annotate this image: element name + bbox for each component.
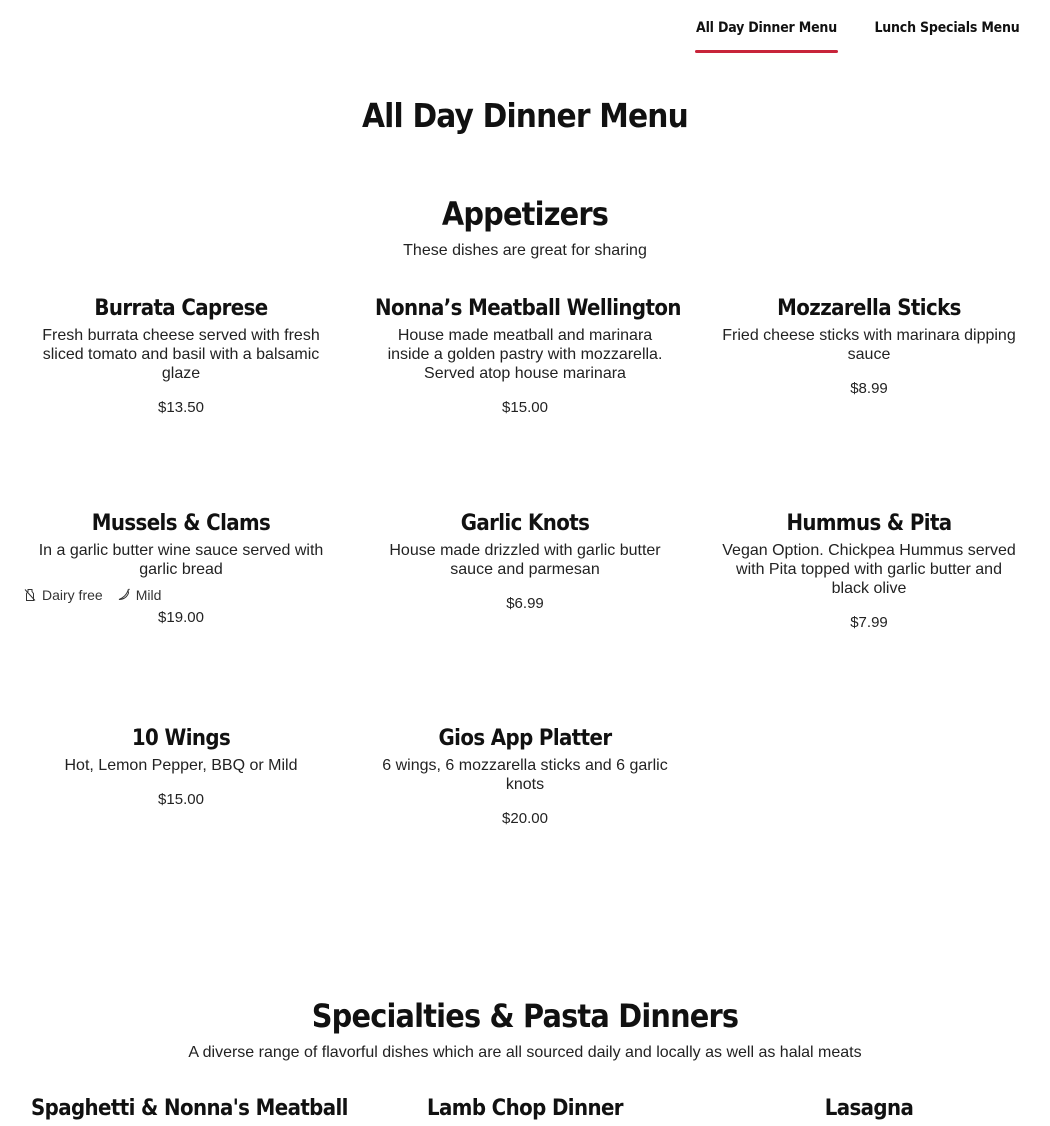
menu-item [375, 1096, 675, 1126]
item-tags [23, 587, 331, 603]
item-name: Mussels & Clams [91, 511, 271, 536]
menu-item [375, 726, 675, 827]
item-price: $19.00 [158, 609, 204, 626]
item-name: Hummus & Pita [786, 511, 952, 536]
item-name: Spaghetti & Nonna's Meatball [31, 1096, 348, 1121]
item-description: In a garlic butter wine sauce served with garlic bread [38, 542, 324, 578]
tag-mild [117, 587, 162, 603]
item-price: $8.99 [850, 380, 888, 397]
menu-item [719, 1096, 1019, 1126]
item-name: Lamb Chop Dinner [427, 1096, 623, 1121]
menu-item [31, 511, 331, 626]
item-price: $13.50 [158, 399, 204, 416]
menu-item [719, 511, 1019, 631]
menu-item [31, 726, 331, 808]
item-description: Fried cheese sticks with marinara dipping sauce [722, 327, 1016, 363]
active-tab-indicator [695, 50, 838, 53]
section-title-appetizers: Appetizers [441, 195, 609, 233]
item-description: Hot, Lemon Pepper, BBQ or Mild [64, 757, 298, 774]
item-price: $15.00 [158, 791, 204, 808]
item-price: $15.00 [502, 399, 548, 416]
menu-title: All Day Dinner Menu [362, 96, 688, 135]
item-description: Vegan Option. Chickpea Hummus served with Pita topped with garlic butter and black olive [722, 542, 1016, 597]
chili-mild-icon [117, 588, 131, 602]
section-description-specialties: A diverse range of flavorful dishes which are all sourced daily and locally as well as halal meats [188, 1044, 862, 1061]
item-name: Garlic Knots [460, 511, 590, 536]
tag-label: Dairy free [42, 587, 103, 603]
menu-item [375, 296, 681, 416]
item-name: Nonna’s Meatball Wellington [375, 296, 681, 321]
tab-all-day-dinner-menu[interactable]: All Day Dinner Menu [696, 20, 837, 36]
item-price: $7.99 [850, 614, 888, 631]
item-description: House made meatball and marinara inside a golden pastry with mozzarella. Served atop house marinara [387, 327, 663, 382]
menu-item [31, 296, 331, 416]
item-name: Lasagna [824, 1096, 914, 1121]
item-price: $20.00 [502, 810, 548, 827]
menu-item [375, 511, 675, 612]
section-description-appetizers: These dishes are great for sharing [403, 242, 647, 259]
item-description: House made drizzled with garlic butter sauce and parmesan [389, 542, 661, 578]
tag-dairy-free [23, 587, 103, 603]
item-price: $6.99 [506, 595, 544, 612]
menu-item [31, 1096, 348, 1126]
item-description: 6 wings, 6 mozzarella sticks and 6 garlic knots [382, 757, 668, 793]
dairy-free-icon [23, 588, 37, 602]
item-description: Fresh burrata cheese served with fresh sliced tomato and basil with a balsamic glaze [42, 327, 320, 382]
section-title-specialties: Specialties & Pasta Dinners [311, 997, 739, 1035]
menu-tabs [0, 0, 1050, 60]
item-name: Burrata Caprese [94, 296, 268, 321]
item-name: Mozzarella Sticks [777, 296, 961, 321]
item-name: Gios App Platter [438, 726, 612, 751]
tab-lunch-specials-menu[interactable]: Lunch Specials Menu [874, 20, 1020, 36]
menu-item [719, 296, 1019, 397]
tag-label: Mild [135, 587, 162, 603]
item-name: 10 Wings [131, 726, 231, 751]
